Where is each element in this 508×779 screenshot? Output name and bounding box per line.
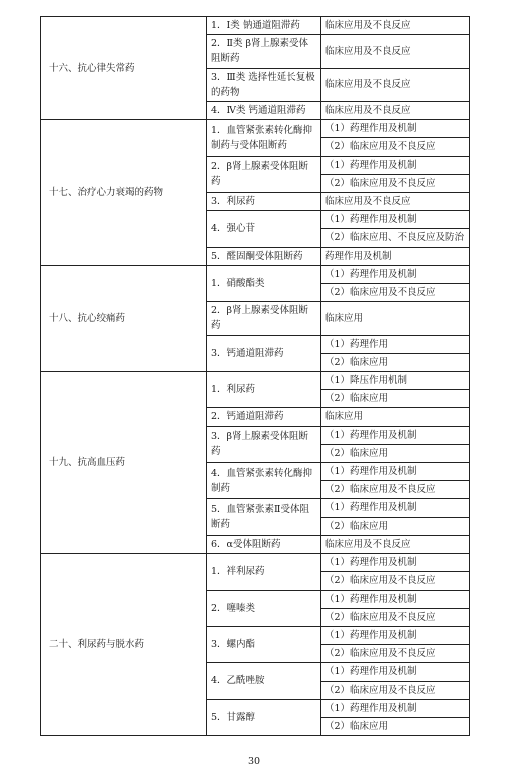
drug-item: 3．钙通道阻滞药 (207, 335, 321, 371)
requirement-cell: （1）药理作用及机制 (321, 663, 470, 681)
requirement-cell: （1）药理作用及机制 (321, 120, 470, 138)
drug-item: 3．β肾上腺素受体阻断药 (207, 426, 321, 462)
requirement-cell: （1）药理作用及机制 (321, 699, 470, 717)
requirement-cell: 临床应用及不良反应 (321, 17, 470, 35)
section-title: 十七、治疗心力衰竭的药物 (41, 120, 207, 266)
requirement-cell: （2）临床应用及不良反应 (321, 681, 470, 699)
drug-item: 2．钙通道阻滞药 (207, 408, 321, 426)
requirement-cell: （1）药理作用及机制 (321, 156, 470, 174)
requirement-cell: 临床应用及不良反应 (321, 102, 470, 120)
requirement-cell: （2）临床应用及不良反应 (321, 608, 470, 626)
drug-item: 1．血管紧张素转化酶抑制药与受体阻断药 (207, 120, 321, 156)
requirement-cell: （2）临床应用 (321, 444, 470, 462)
drug-item: 1．袢利尿药 (207, 554, 321, 590)
drug-item: 4．Ⅳ类 钙通道阻滞药 (207, 102, 321, 120)
requirement-cell: 临床应用 (321, 408, 470, 426)
section-title: 二十、利尿药与脱水药 (41, 554, 207, 736)
requirement-cell: （1）药理作用及机制 (321, 590, 470, 608)
requirement-cell: （1）药理作用及机制 (321, 211, 470, 229)
syllabus-table (40, 16, 470, 736)
requirement-cell: （2）临床应用及不良反应 (321, 284, 470, 302)
drug-item: 4．强心苷 (207, 211, 321, 247)
table-row (41, 120, 470, 138)
table-row (41, 17, 470, 35)
requirement-cell: （2）临床应用及不良反应 (321, 481, 470, 499)
drug-item: 3．Ⅲ类 选择性延长复极的药物 (207, 68, 321, 101)
section-title: 十八、抗心绞痛药 (41, 265, 207, 371)
drug-item: 6．α受体阻断药 (207, 535, 321, 553)
requirement-cell: 临床应用 (321, 302, 470, 335)
requirement-cell: （2）临床应用、不良反应及防治 (321, 229, 470, 247)
table-row (41, 265, 470, 283)
requirement-cell: （1）药理作用及机制 (321, 626, 470, 644)
requirement-cell: （1）药理作用及机制 (321, 265, 470, 283)
drug-item: 2．β肾上腺素受体阻断药 (207, 156, 321, 192)
page-number: 30 (247, 756, 261, 767)
requirement-cell: （2）临床应用 (321, 390, 470, 408)
requirement-cell: 临床应用及不良反应 (321, 35, 470, 68)
drug-item: 5．甘露醇 (207, 699, 321, 735)
requirement-cell: （2）临床应用 (321, 517, 470, 535)
drug-item: 2．Ⅱ类 β肾上腺素受体阻断药 (207, 35, 321, 68)
drug-item: 2．噻嗪类 (207, 590, 321, 626)
table-row (41, 554, 470, 572)
drug-item: 1．Ⅰ类 钠通道阻滞药 (207, 17, 321, 35)
drug-item: 2．β肾上腺素受体阻断药 (207, 302, 321, 335)
requirement-cell: 临床应用及不良反应 (321, 68, 470, 101)
requirement-cell: （2）临床应用 (321, 717, 470, 735)
requirement-cell: （2）临床应用 (321, 353, 470, 371)
drug-item: 4．血管紧张素转化酶抑制药 (207, 463, 321, 499)
drug-item: 5．血管紧张素Ⅱ受体阻断药 (207, 499, 321, 535)
requirement-cell: （2）临床应用及不良反应 (321, 138, 470, 156)
requirement-cell: （2）临床应用及不良反应 (321, 572, 470, 590)
drug-item: 3．螺内酯 (207, 626, 321, 662)
requirement-cell: （1）药理作用及机制 (321, 499, 470, 517)
requirement-cell: （2）临床应用及不良反应 (321, 645, 470, 663)
requirement-cell: （1）降压作用机制 (321, 372, 470, 390)
section-title: 十九、抗高血压药 (41, 372, 207, 554)
requirement-cell: 临床应用及不良反应 (321, 193, 470, 211)
table-row (41, 372, 470, 390)
requirement-cell: （1）药理作用及机制 (321, 554, 470, 572)
requirement-cell: 临床应用及不良反应 (321, 535, 470, 553)
drug-item: 1．利尿药 (207, 372, 321, 408)
drug-item: 5．醛固酮受体阻断药 (207, 247, 321, 265)
drug-item: 4．乙酰唑胺 (207, 663, 321, 699)
requirement-cell: 药理作用及机制 (321, 247, 470, 265)
requirement-cell: （1）药理作用及机制 (321, 463, 470, 481)
drug-item: 3．利尿药 (207, 193, 321, 211)
drug-item: 1．硝酸酯类 (207, 265, 321, 301)
section-title: 十六、抗心律失常药 (41, 17, 207, 120)
requirement-cell: （2）临床应用及不良反应 (321, 174, 470, 192)
requirement-cell: （1）药理作用 (321, 335, 470, 353)
requirement-cell: （1）药理作用及机制 (321, 426, 470, 444)
